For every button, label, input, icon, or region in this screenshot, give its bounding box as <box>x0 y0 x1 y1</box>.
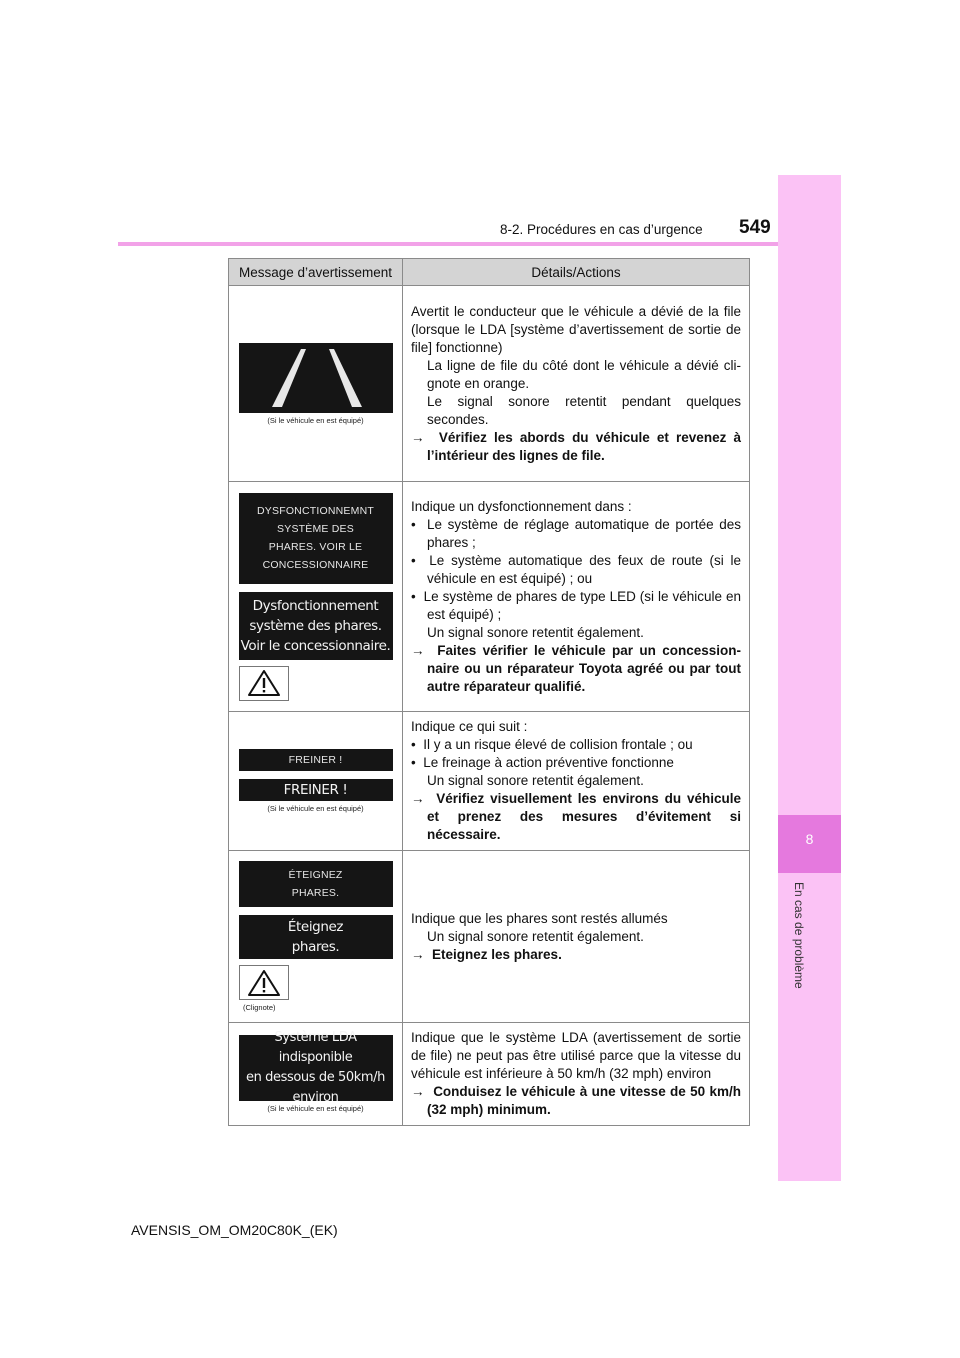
table-row <box>229 851 750 1023</box>
lcd-line: ÉTEIGNEZ <box>288 869 343 881</box>
bullet-item: • Le système automatique des feux de route (si le véhicule en est équipé) ; ou <box>411 552 741 586</box>
details-line: Avertit le conducteur que le véhicule a dévié de la file (lorsque le LDA [système d’avertissement de sortie de file] fonctionne) <box>411 303 741 355</box>
message-cell <box>229 286 403 482</box>
column-header-message: Message d’avertissement <box>229 259 403 286</box>
lcd-line: environ <box>292 1090 339 1105</box>
action-text: Faites vérifier le véhicule par un concession-naire ou un réparateur Toyota agréé ou par tout autre réparateur qualifié. <box>427 642 741 694</box>
action-line: → Eteignez les phares. <box>411 946 562 962</box>
details-note: Un signal sonore retentit également. <box>427 624 644 640</box>
bullet-item: • Il y a un risque élevé de collision frontale ; ou <box>411 737 693 752</box>
master-warning-icon <box>239 965 289 1000</box>
details-intro: Indique que les phares sont restés allumés <box>411 910 668 926</box>
warning-messages-table <box>228 258 750 1126</box>
lcd-line: PHARES. VOIR LE <box>268 541 363 553</box>
details-cell <box>403 1023 750 1126</box>
chapter-side-tab <box>778 175 841 1181</box>
message-cell <box>229 482 403 712</box>
details-cell <box>403 712 750 851</box>
lcd-line: DYSFONCTIONNEMNT <box>257 505 374 517</box>
details-note: Un signal sonore retentit également. <box>427 928 644 944</box>
action-text: Eteignez les phares. <box>432 946 562 962</box>
bullet-item: • Le freinage à action préventive fonctionne <box>411 755 674 770</box>
column-header-details: Détails/Actions <box>403 259 750 286</box>
details-intro: Indique un dysfonctionnement dans : <box>411 498 632 514</box>
page-number: 549 <box>739 217 771 238</box>
details-cell <box>403 482 750 712</box>
lcd-message-script <box>239 915 393 959</box>
lcd-line: Système LDA indisponible <box>274 1030 357 1065</box>
bullet-item: • Le système de réglage automatique de portée des phares ; <box>411 516 741 550</box>
lcd-line: FREINER ! <box>288 754 343 766</box>
lcd-line: en dessous de 50km/h <box>246 1070 385 1085</box>
chapter-number: 8 <box>805 831 814 847</box>
table-row <box>229 286 750 482</box>
bullet-item: • Le système de phares de type LED (si le véhicule en est équipé) ; <box>411 588 741 622</box>
details-cell <box>403 286 750 482</box>
action-text: Conduisez le véhicule à une vitesse de 50 km/h (32 mph) minimum. <box>427 1084 741 1117</box>
lcd-line: CONCESSIONNAIRE <box>262 559 369 571</box>
lcd-message-caps <box>239 493 393 584</box>
equipment-caption: (Si le véhicule en est équipé) <box>267 1104 364 1113</box>
lane-departure-display-icon <box>239 343 393 413</box>
action-line: → Faites vérifier le véhicule par un concession-naire ou un réparateur Toyota agréé ou par tout autre réparateur qualifié. <box>411 642 741 694</box>
table-row <box>229 1023 750 1126</box>
document-code: AVENSIS_OM_OM20C80K_(EK) <box>131 1222 338 1238</box>
lcd-message-script <box>239 779 393 801</box>
equipment-caption: (Si le véhicule en est équipé) <box>267 415 364 425</box>
table-row <box>229 712 750 851</box>
details-note: Un signal sonore retentit également. <box>427 773 644 788</box>
lcd-line: SYSTÈME DES <box>277 523 354 535</box>
header-rule <box>118 242 780 246</box>
lcd-message-script <box>239 592 393 660</box>
blink-caption: (Clignote) <box>243 1003 276 1012</box>
message-cell <box>229 851 403 1023</box>
lcd-line: système des phares. <box>249 617 382 634</box>
action-text: Vérifiez les abords du véhicule et revenez à l’intérieur des lignes de file. <box>427 429 741 463</box>
details-cell <box>403 851 750 1023</box>
section-title: 8-2. Procédures en cas d’urgence <box>500 222 703 237</box>
master-warning-icon <box>239 666 289 701</box>
chapter-title: En cas de problème <box>792 882 806 989</box>
lcd-line: Dysfonctionnement <box>252 597 379 614</box>
details-line: La ligne de file du côté dont le véhicule a dévié cli-gnote en orange. <box>427 357 741 391</box>
action-text: Vérifiez visuellement les environs du véhicule et prenez des mesures d’évitement si nécessaire. <box>427 791 741 842</box>
lcd-message-caps <box>239 749 393 771</box>
details-intro: Indique ce qui suit : <box>411 719 528 734</box>
equipment-caption: (Si le véhicule en est équipé) <box>267 804 364 813</box>
table-header-row <box>229 259 750 286</box>
details-intro: Indique que le système LDA (avertissement de sortie de file) ne peut pas être utilisé parce que la vitesse du véhicule est inférieure à 50 km/h (32 mph) environ <box>411 1030 741 1081</box>
lcd-line: phares. <box>291 939 340 955</box>
lcd-message-caps <box>239 861 393 907</box>
lcd-line: FREINER ! <box>283 782 348 798</box>
message-cell <box>229 1023 403 1126</box>
details-line: Le signal sonore retentit pendant quelques secondes. <box>427 393 741 427</box>
lcd-line: Voir le concessionnaire. <box>240 637 391 654</box>
lcd-line: Éteignez <box>287 919 344 935</box>
message-cell <box>229 712 403 851</box>
table-row <box>229 482 750 712</box>
action-line: → Conduisez le véhicule à une vitesse de 50 km/h (32 mph) minimum. <box>411 1084 741 1117</box>
lcd-message-script <box>239 1030 393 1105</box>
lcd-line: PHARES. <box>291 887 340 899</box>
lane-lines-icon <box>239 343 393 413</box>
action-line: → Vérifiez les abords du véhicule et revenez à l’intérieur des lignes de file. <box>411 429 741 463</box>
action-line: → Vérifiez visuellement les environs du véhicule et prenez des mesures d’évitement si nécessaire. <box>411 791 741 842</box>
